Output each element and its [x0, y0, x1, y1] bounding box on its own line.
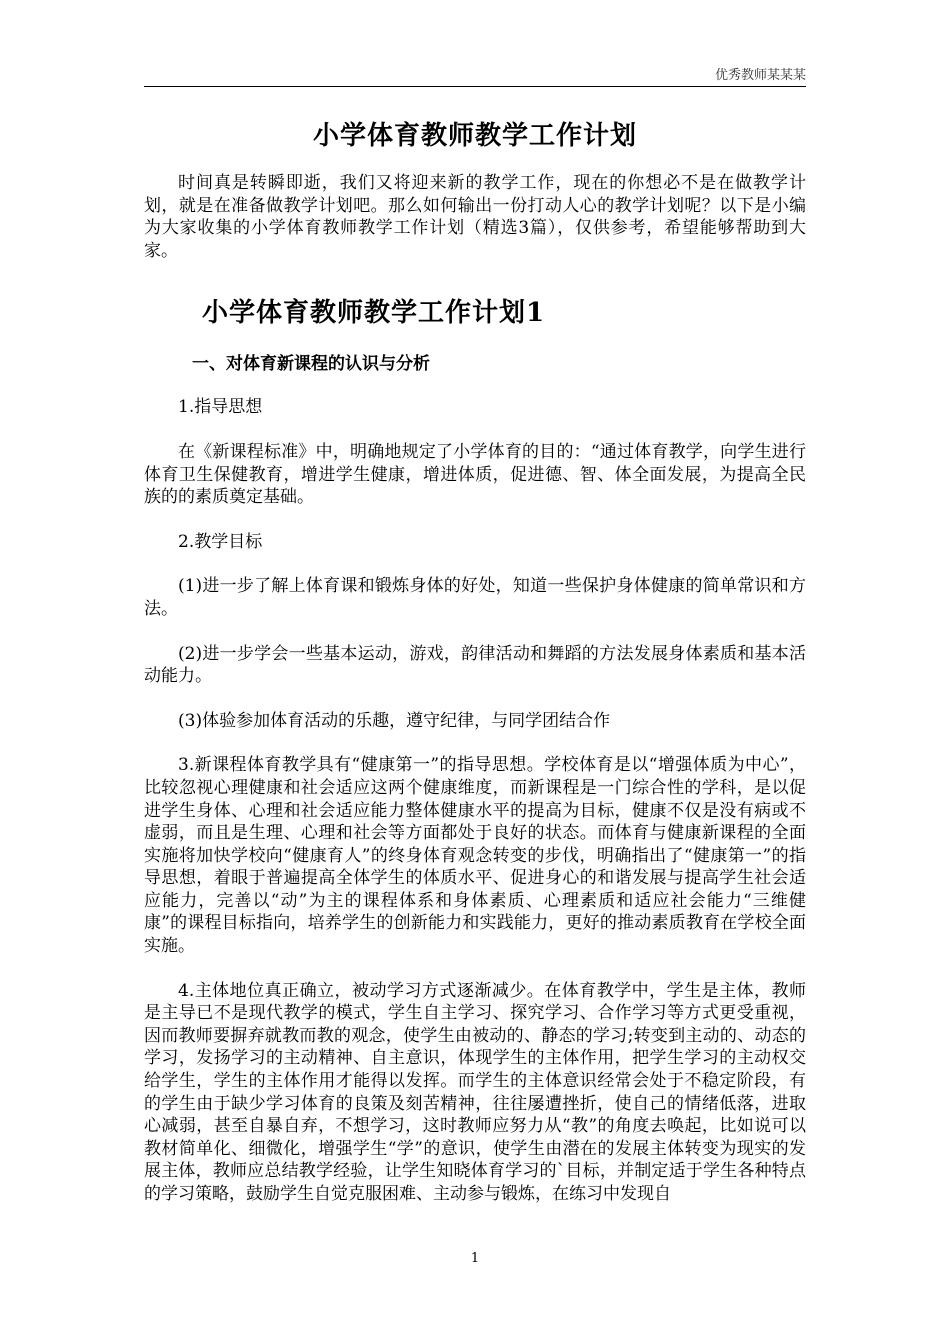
paragraph: 1.指导思想 [178, 397, 263, 418]
paragraph: 4.主体地位真正确立，被动学习方式逐渐减少。在体育教学中，学生是主体，教师是主导已不是现代教学的模式，学生自主学习、探究学习、合作学习等方式更受重视，因而教师要摒弃就教而教的观念，使学生由被动的、静态的学习;转变到主动的、动态的学习，发扬学习的主动精神、自主意识，体现学生的主体作用，把学生学习的主动权交给学生，学生的主体作用才能得以发挥。而学生的主体意识经常会处于不稳定阶段，有的学生由于缺少学习体育的良策及刻苦精神，往往屡遭挫折，使自己的情绪低落，进取心减弱，甚至自暴自弃，不想学习，这时教师应努力从“教”的角度去唤起，比如说可以教材简单化、细微化，增强学生“学”的意识，使学生由潜在的发展主体转变为现实的发展主体，教师应总结教学经验，让学生知晓体育学习的`目标，并制定适于学生各种特点的学习策略，鼓励学生自觉克服困难、主动参与锻炼，在练习中发现自 [144, 980, 806, 1204]
page-number: 1 [470, 1251, 480, 1266]
paragraph: (3)体验参加体育活动的乐趣，遵守纪律，与同学团结合作 [178, 710, 611, 731]
section-title: 小学体育教师教学工作计划1 [202, 298, 546, 329]
document-body [144, 115, 806, 1206]
paragraph: (2)进一步学会一些基本运动，游戏，韵律活动和舞蹈的方法发展身体素质和基本活动能力。 [144, 643, 806, 687]
document-title: 小学体育教师教学工作计划 [312, 121, 637, 151]
header-author: 优秀教师某某某 [714, 68, 806, 83]
paragraph: (1)进一步了解上体育课和锻炼身体的好处，知道一些保护身体健康的简单常识和方法。 [144, 576, 806, 619]
header-divider [144, 86, 806, 87]
paragraph: 3.新课程体育教学具有“健康第一”的指导思想。学校体育是以“增强体质为中心”，比较忽视心理健康和社会适应这两个健康维度，而新课程是一门综合性的学科，是以促进学生身体、心理和社会适应能力整体健康水平的提高为目标，健康不仅是没有病或不虚弱，而且是生理、心理和社会等方面都处于良好的状态。而体育与健康新课程的全面实施将加快学校向“健康育人”的终身体育观念转变的步伐，明确指出了“健康第一”的指导思想，着眼于普遍提高全体学生的体质水平、促进身心的和谐发展与提高学生社会适应能力，完善以“动”为主的课程体系和身体素质、心理素质和适应社会能力“三维健康”的课程目标指向，培养学生的创新能力和实践能力，更好的推动素质教育在学校全面实施。 [144, 755, 806, 957]
section-subtitle: 一、对体育新课程的认识与分析 [192, 354, 430, 375]
paragraph: 2.教学目标 [178, 531, 263, 552]
intro-paragraph: 时间真是转瞬即逝，我们又将迎来新的教学工作，现在的你想必不是在做教学计划，就是在准备做教学计划吧。那么如何输出一份打动人心的教学计划呢？以下是小编为大家收集的小学体育教师教学工作计划（精选3篇），仅供参考，希望能够帮助到大家。 [144, 173, 806, 261]
paragraph: 在《新课程标准》中，明确地规定了小学体育的目的：“通过体育教学，向学生进行体育卫生保健教育，增进学生健康，增进体质，促进德、智、体全面发展，为提高全民族的的素质奠定基础。 [144, 441, 806, 508]
